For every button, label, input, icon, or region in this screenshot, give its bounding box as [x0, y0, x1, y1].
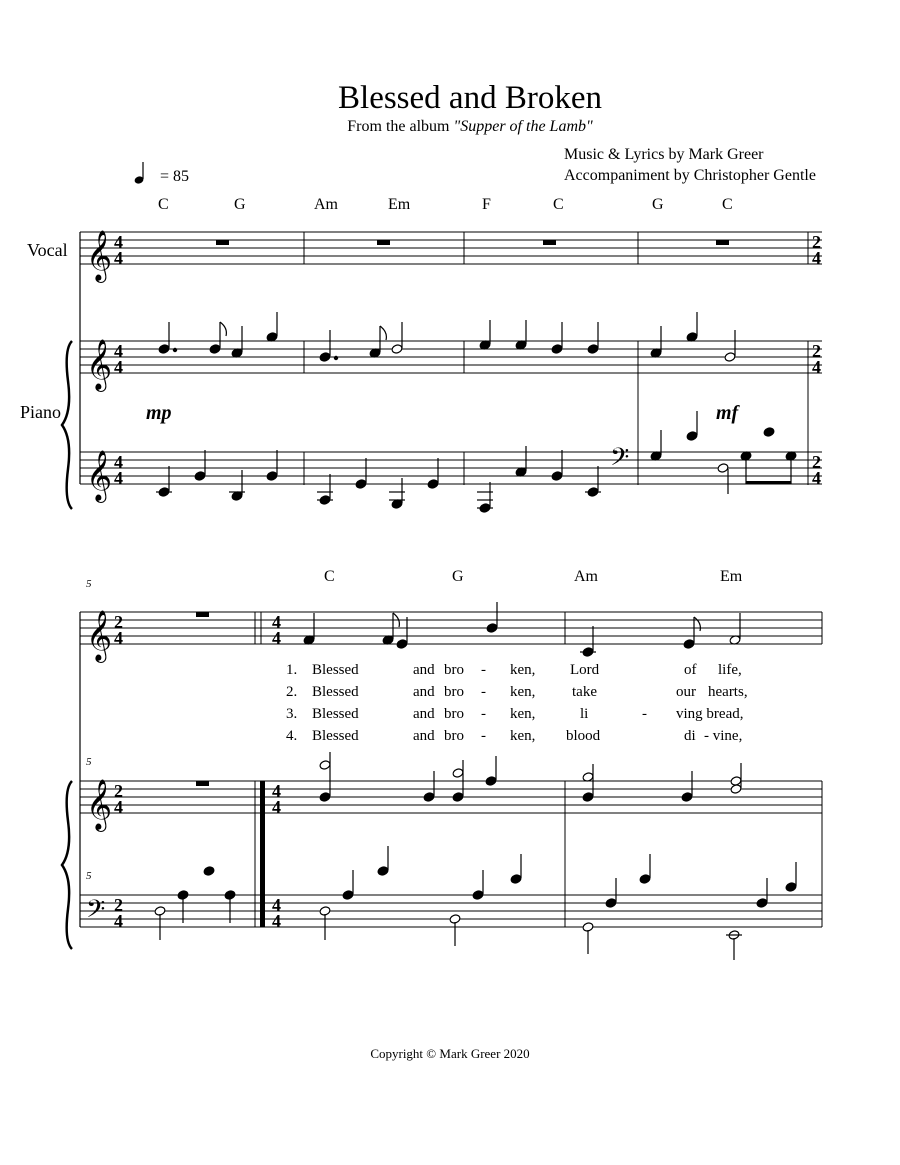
svg-text:2: 2: [812, 232, 821, 252]
svg-text:4: 4: [812, 248, 821, 268]
chord-symbol: G: [234, 196, 246, 213]
measure-number: 5: [86, 578, 92, 590]
svg-text:2: 2: [812, 452, 821, 472]
lh-notes-s1: [156, 411, 797, 513]
svg-text:2: 2: [114, 612, 123, 632]
vocal-notes-s2: [303, 602, 741, 657]
repeat-barline: [260, 781, 265, 927]
album-name: "Supper of the Lamb": [453, 118, 593, 135]
rh-notes-s2: [319, 752, 742, 802]
time-signature: [114, 232, 821, 488]
piano-rh-staff-2: [80, 781, 822, 927]
svg-text:4: 4: [114, 797, 123, 817]
verse-number: 4.: [286, 728, 298, 744]
bass-clef-icon: 𝄢: [86, 895, 106, 930]
chord-symbol: G: [652, 196, 664, 213]
whole-rest-icon: [196, 781, 209, 786]
lyric-syllable: blood: [566, 728, 601, 744]
lyric-syllable: and: [413, 706, 435, 722]
lyric-syllable: Lord: [570, 662, 600, 678]
lyric-syllable: and: [413, 728, 435, 744]
svg-text:2: 2: [114, 781, 123, 801]
lyric-syllable: Blessed: [312, 706, 359, 722]
lyric-syllable: bro: [444, 706, 464, 722]
svg-text:4: 4: [114, 357, 123, 377]
lyric-syllable: our: [676, 684, 696, 700]
chord-symbol: C: [158, 196, 169, 213]
chord-symbol: Em: [388, 196, 411, 213]
piano-rh-staff-1: [80, 341, 822, 485]
svg-text:4: 4: [114, 628, 123, 648]
instrument-piano: Piano: [20, 402, 62, 422]
treble-clef-icon: 𝄞: [86, 339, 113, 390]
lyric-syllable: ken,: [510, 662, 536, 678]
lyric-syllable: ken,: [510, 706, 536, 722]
chord-symbol: C: [722, 196, 733, 213]
treble-clef-icon: 𝄞: [86, 230, 113, 281]
lyric-syllable: Blessed: [312, 662, 359, 678]
verse-number: 1.: [286, 662, 298, 678]
rh-notes-m4: [650, 312, 736, 362]
svg-text:4: 4: [272, 895, 281, 915]
instrument-vocal: Vocal: [27, 240, 68, 260]
lyric-syllable: and: [413, 662, 435, 678]
chord-symbol: F: [482, 196, 491, 213]
verse-number: 2.: [286, 684, 298, 700]
lyric-syllable: li: [580, 706, 589, 722]
lyric-syllable: bro: [444, 684, 464, 700]
composer-credit: Music & Lyrics by Mark Greer: [564, 146, 764, 163]
time-signature: [114, 612, 281, 931]
chord-symbol: G: [452, 568, 464, 585]
lyric-hyphen: -: [481, 706, 486, 722]
svg-text:4: 4: [272, 797, 281, 817]
svg-text:4: 4: [272, 612, 281, 632]
tempo-note-icon: [134, 162, 145, 185]
lyric-hyphen: -: [481, 684, 486, 700]
lyric-syllable: hearts,: [708, 684, 748, 700]
svg-text:4: 4: [114, 248, 123, 268]
lyric-syllable: ving bread,: [676, 706, 744, 722]
lyric-syllable: ken,: [510, 728, 536, 744]
lyric-syllable: bro: [444, 662, 464, 678]
rh-notes-m2: [319, 322, 403, 362]
vocal-staff-2: [80, 612, 822, 644]
score-title: Blessed and Broken: [338, 80, 602, 116]
verse-number: 3.: [286, 706, 298, 722]
arranger-credit: Accompaniment by Christopher Gentle: [564, 167, 816, 184]
piano-brace-icon: [62, 341, 72, 509]
lyric-syllable: and: [413, 684, 435, 700]
chord-symbol: Em: [720, 568, 743, 585]
piano-brace-icon: [62, 781, 72, 949]
treble-clef-icon: 𝄞: [86, 450, 113, 501]
chord-symbol: Am: [574, 568, 598, 585]
svg-text:4: 4: [812, 468, 821, 488]
vocal-staff-1: [80, 232, 822, 264]
chord-symbol: C: [553, 196, 564, 213]
svg-text:4: 4: [114, 452, 123, 472]
svg-text:4: 4: [272, 911, 281, 931]
treble-clef-icon: 𝄞: [86, 610, 113, 661]
lyric-syllable: Blessed: [312, 728, 359, 744]
lyric-syllable: of: [684, 662, 697, 678]
dynamic-mp: mp: [146, 402, 172, 424]
svg-text:4: 4: [114, 911, 123, 931]
lyric-syllable: ken,: [510, 684, 536, 700]
copyright-notice: Copyright © Mark Greer 2020: [370, 1046, 530, 1061]
measure-number: 5: [86, 756, 92, 768]
svg-text:2: 2: [114, 895, 123, 915]
whole-rest-icon: [216, 240, 729, 245]
svg-text:2: 2: [812, 341, 821, 361]
rh-notes-m1: [158, 312, 278, 358]
chord-symbol: Am: [314, 196, 338, 213]
svg-text:4: 4: [114, 341, 123, 361]
lyric-syllable: di: [684, 728, 696, 744]
lyric-hyphen: -: [642, 706, 647, 722]
svg-text:4: 4: [114, 468, 123, 488]
lyric-hyphen: -: [481, 728, 486, 744]
lyric-syllable: - vine,: [704, 728, 743, 744]
svg-text:4: 4: [272, 781, 281, 801]
lyric-syllable: life,: [718, 662, 742, 678]
tempo-marking: = 85: [160, 168, 190, 185]
bass-clef-icon: 𝄢: [610, 443, 630, 478]
whole-rest-icon: [196, 612, 209, 617]
lyric-hyphen: -: [481, 662, 486, 678]
lyric-syllable: Blessed: [312, 684, 359, 700]
svg-text:4: 4: [272, 628, 281, 648]
dynamic-mf: mf: [716, 402, 739, 424]
measure-number: 5: [86, 870, 92, 882]
chord-symbol: C: [324, 568, 335, 585]
svg-text:4: 4: [114, 232, 123, 252]
piano-lh-staff-1: [80, 452, 822, 484]
lyric-syllable: take: [572, 684, 597, 700]
svg-text:4: 4: [812, 357, 821, 377]
lyric-syllable: bro: [444, 728, 464, 744]
treble-clef-icon: 𝄞: [86, 779, 113, 830]
subtitle-prefix: From the album: [347, 118, 454, 135]
